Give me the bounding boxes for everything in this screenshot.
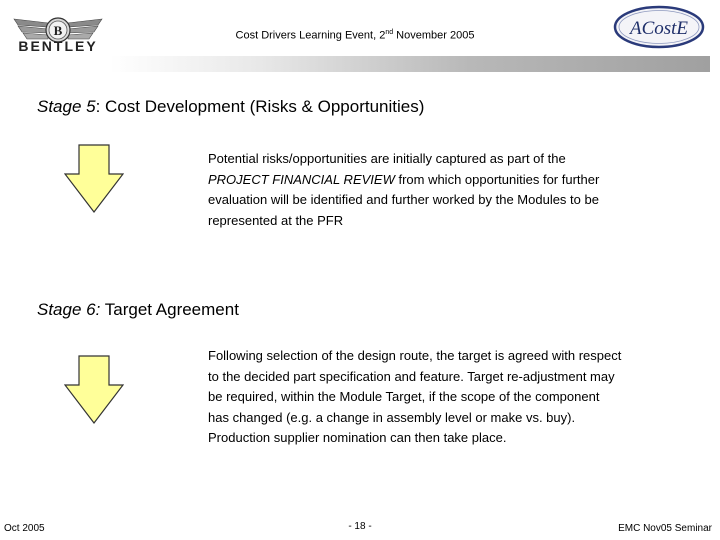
stage6-heading	[37, 300, 239, 320]
header-title	[160, 29, 550, 42]
acoste-logo-icon	[612, 4, 706, 50]
stage5-paragraph-after: from which opportunities for further evaluation will be identified and further worked by the Modules to be represented at the PFR	[208, 171, 600, 228]
down-arrow-icon	[64, 144, 124, 214]
footer-event: EMC Nov05 Seminar	[618, 523, 712, 534]
page-number: - 18 -	[348, 521, 372, 532]
down-arrow-icon	[64, 355, 124, 425]
stage5-heading	[37, 97, 424, 117]
svg-text:B: B	[53, 23, 63, 38]
stage6-paragraph: Following selection of the design route, the target is agreed with respect to the decided part specification and feature. Target re-adjustment may be required, within the Module Target, if the scope of the component has changed (e.g. a change in assembly level or make vs. buy). Production supplier nomination can then take place.	[208, 348, 622, 445]
stage6-title: Target Agreement	[100, 300, 239, 319]
footer-date: Oct 2005	[4, 523, 45, 534]
header-title-sup: nd	[385, 29, 394, 36]
stage5-paragraph	[208, 149, 613, 231]
stage5-title: : Cost Development (Risks & Opportunities)	[95, 97, 425, 116]
header-title-part2: November 2005	[393, 29, 475, 42]
bentley-wordmark: BENTLEY	[18, 38, 98, 54]
stage5-paragraph-before: Potential risks/opportunities are initially captured as part of the	[208, 151, 566, 166]
stage5-label: Stage 5	[37, 97, 96, 116]
header-title-part1: Cost Drivers Learning Event, 2	[235, 29, 386, 42]
stage5-paragraph-emphasis: PROJECT FINANCIAL REVIEW	[208, 171, 395, 187]
stage6-label: Stage 6:	[37, 300, 101, 319]
header-divider-bar	[110, 56, 710, 72]
acoste-logo-text: ACostE	[629, 18, 689, 39]
